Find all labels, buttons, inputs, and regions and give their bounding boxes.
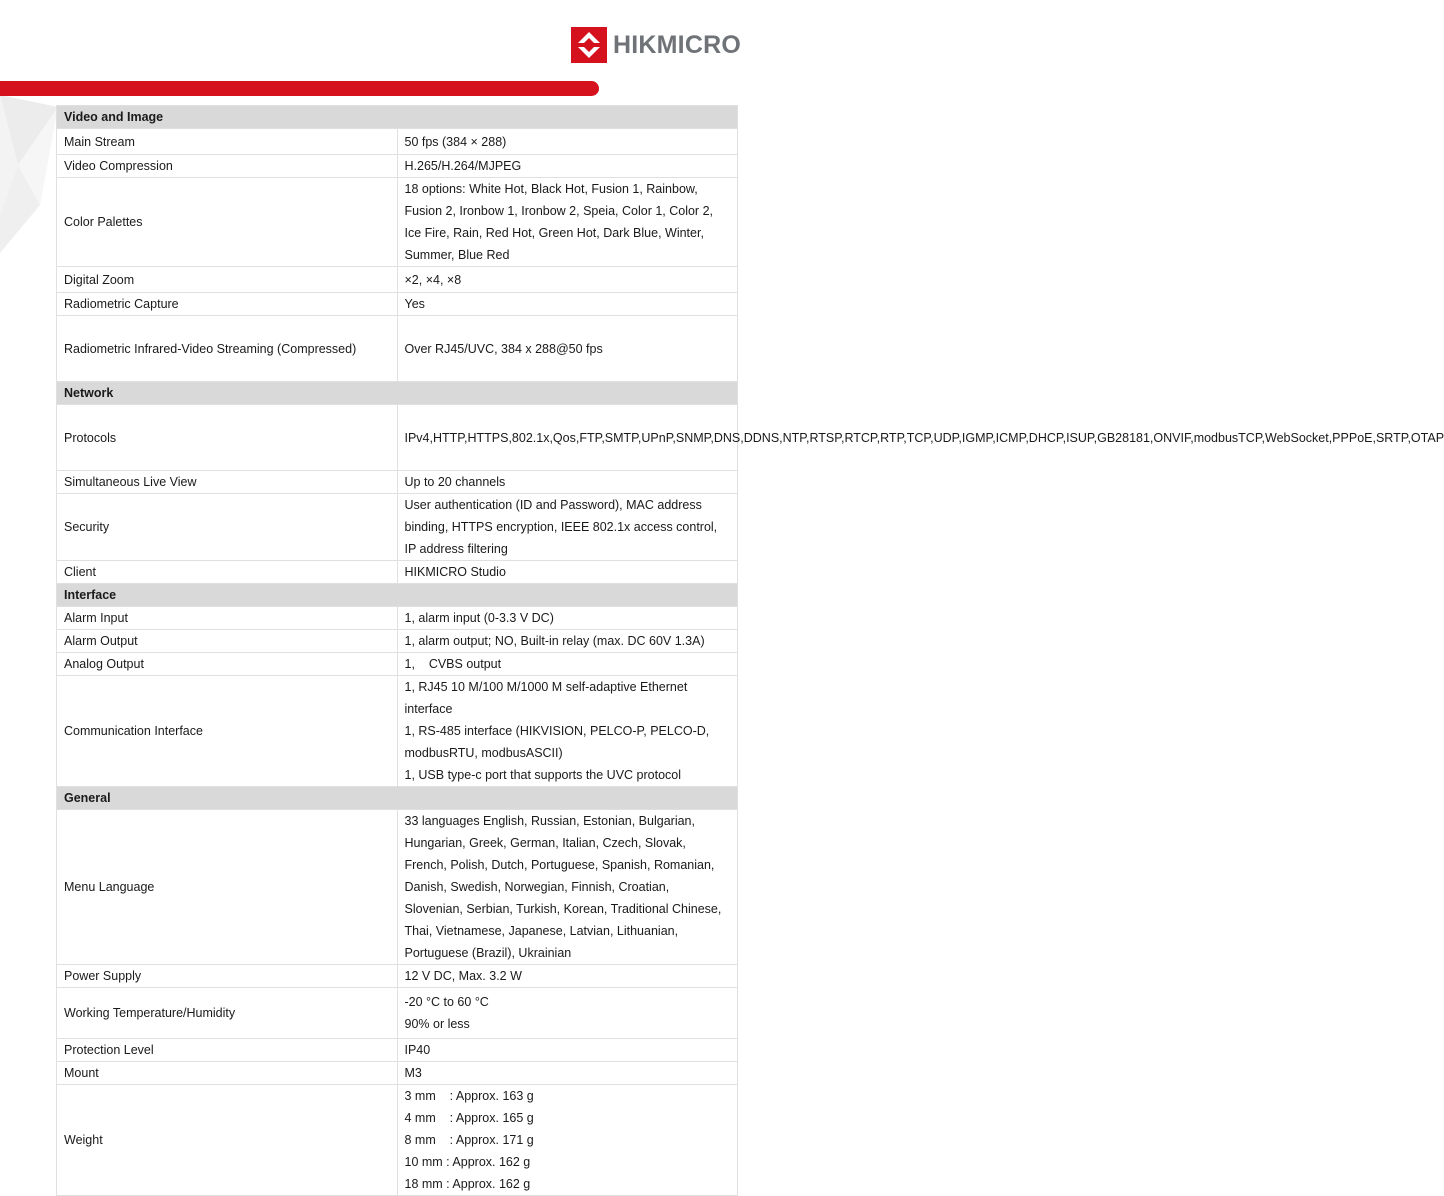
spec-row [57, 988, 738, 1039]
spec-value-line: M3 [404, 1066, 422, 1080]
spec-label: Analog Output [57, 653, 398, 676]
spec-row [57, 494, 738, 561]
spec-label: Working Temperature/Humidity [57, 988, 398, 1039]
spec-value-line: 1, CVBS output [404, 657, 502, 671]
spec-table [56, 105, 1444, 1196]
spec-value-line: 1, alarm output; NO, Built-in relay (max. DC 60V 1.3A) [404, 634, 705, 648]
spec-label: Client [57, 561, 398, 584]
spec-label: Protection Level [57, 1039, 398, 1062]
spec-label: Video Compression [57, 155, 398, 178]
spec-value [397, 676, 738, 787]
spec-row [57, 1039, 738, 1062]
spec-value-line: 90% or less [404, 1017, 470, 1031]
spec-row [57, 405, 738, 471]
spec-row [57, 293, 738, 316]
spec-value [397, 1039, 738, 1062]
spec-row [57, 1085, 738, 1196]
spec-label: Mount [57, 1062, 398, 1085]
spec-value-line: -20 °C to 60 °C [404, 995, 489, 1009]
spec-value-line: 4 mm : Approx. 165 g [404, 1111, 534, 1125]
section-title: Video and Image [57, 106, 738, 129]
spec-value [397, 630, 738, 653]
section-header-row [57, 584, 738, 607]
spec-row [57, 810, 738, 965]
section-title: Network [57, 382, 738, 405]
spec-value-line: ×2, ×4, ×8 [404, 272, 462, 287]
spec-value [397, 129, 738, 155]
spec-value-line: 33 languages English, Russian, Estonian, Bulgarian, Hungarian, Greek, German, Italian, Czech, Slovak, French, Polish, Dutch, Portuguese, Spanish, Romanian, Danish, Swedish, Norwegian, Finnish, Croatian, Slovenian, Serbian, Turkish, Korean, Traditional Chinese, Thai, Vietnamese, Japanese, Latvian, Lithuanian, Portuguese (Brazil), Ukrainian [404, 814, 725, 960]
spec-value-line: 10 mm : Approx. 162 g [404, 1155, 531, 1169]
spec-value [397, 494, 738, 561]
spec-label: Power Supply [57, 965, 398, 988]
spec-value-line: 50 fps (384 × 288) [404, 134, 507, 149]
spec-value-line: 1, alarm input (0-3.3 V DC) [404, 611, 554, 625]
spec-row [57, 471, 738, 494]
spec-label: Radiometric Capture [57, 293, 398, 316]
spec-value-line: IP40 [404, 1043, 431, 1057]
spec-row [57, 965, 738, 988]
spec-value [397, 607, 738, 630]
spec-label: Communication Interface [57, 676, 398, 787]
spec-value-line: 18 options: White Hot, Black Hot, Fusion 1, Rainbow, Fusion 2, Ironbow 1, Ironbow 2, Speia, Color 1, Color 2, Ice Fire, Rain, Red Hot, Green Hot, Dark Blue, Winter, Summer, Blue Red [404, 182, 717, 262]
spec-row [57, 267, 738, 293]
spec-value [397, 1085, 738, 1196]
section-header-row [57, 382, 738, 405]
spec-value [397, 316, 738, 382]
spec-value [397, 293, 738, 316]
spec-value [397, 267, 738, 293]
spec-value-line: 3 mm : Approx. 163 g [404, 1089, 534, 1103]
spec-value-line: 1, RJ45 10 M/100 M/1000 M self-adaptive Ethernet interface [404, 680, 691, 716]
spec-value [397, 471, 738, 494]
spec-value-line: 12 V DC, Max. 3.2 W [404, 969, 522, 983]
spec-label: Color Palettes [57, 178, 398, 267]
spec-value-line: Over RJ45/UVC, 384 x 288@50 fps [404, 341, 603, 356]
spec-value-line: IPv4,HTTP,HTTPS,802.1x,Qos,FTP,SMTP,UPnP,SNMP,DNS,DDNS,NTP,RTSP,RTCP,RTP,TCP,UDP,IGMP,ICMP,DHCP,ISUP,GB28181,ONVIF,modbusTCP,WebSocket,PPPoE,SRTP,OTAP [404, 430, 1444, 445]
spec-value-line: Up to 20 channels [404, 475, 506, 489]
section-header-row [57, 106, 738, 129]
spec-row [57, 630, 738, 653]
spec-label: Protocols [57, 405, 398, 471]
hikmicro-diamond-logo-icon [571, 27, 607, 63]
spec-label: Radiometric Infrared-Video Streaming (Compressed) [57, 316, 398, 382]
spec-row [57, 561, 738, 584]
spec-row [57, 607, 738, 630]
spec-label: Main Stream [57, 129, 398, 155]
spec-value-line: 18 mm : Approx. 162 g [404, 1177, 531, 1191]
spec-row [57, 676, 738, 787]
spec-value [397, 405, 1444, 471]
spec-row [57, 178, 738, 267]
spec-label: Menu Language [57, 810, 398, 965]
page-header [0, 0, 794, 100]
decorative-facets [0, 95, 60, 255]
brand-logo [571, 27, 741, 63]
section-title: General [57, 787, 738, 810]
spec-value [397, 561, 738, 584]
spec-value [397, 653, 738, 676]
spec-value [397, 988, 738, 1039]
spec-value-line: 1, RS-485 interface (HIKVISION, PELCO-P, PELCO-D, modbusRTU, modbusASCII) [404, 724, 713, 760]
spec-value [397, 178, 738, 267]
spec-row [57, 653, 738, 676]
spec-value [397, 155, 738, 178]
spec-value-line: HIKMICRO Studio [404, 565, 506, 579]
spec-row [57, 1062, 738, 1085]
spec-label: Security [57, 494, 398, 561]
spec-label: Alarm Input [57, 607, 398, 630]
accent-bar [0, 81, 599, 96]
spec-value [397, 810, 738, 965]
spec-row [57, 316, 738, 382]
specification-table [56, 105, 1444, 1196]
spec-value-line: User authentication (ID and Password), MAC address binding, HTTPS encryption, IEEE 802.1x access control, IP address filtering [404, 498, 721, 556]
spec-value [397, 965, 738, 988]
spec-value-line: H.265/H.264/MJPEG [404, 159, 522, 173]
brand-name: HIKMICRO [613, 31, 741, 59]
spec-label: Digital Zoom [57, 267, 398, 293]
spec-value-line: 1, USB type-c port that supports the UVC protocol [404, 768, 682, 782]
spec-value [397, 1062, 738, 1085]
spec-value-line: 8 mm : Approx. 171 g [404, 1133, 534, 1147]
section-header-row [57, 787, 738, 810]
spec-label: Simultaneous Live View [57, 471, 398, 494]
section-title: Interface [57, 584, 738, 607]
spec-row [57, 155, 738, 178]
spec-row [57, 129, 738, 155]
spec-value-line: Yes [404, 297, 425, 311]
spec-label: Weight [57, 1085, 398, 1196]
spec-label: Alarm Output [57, 630, 398, 653]
